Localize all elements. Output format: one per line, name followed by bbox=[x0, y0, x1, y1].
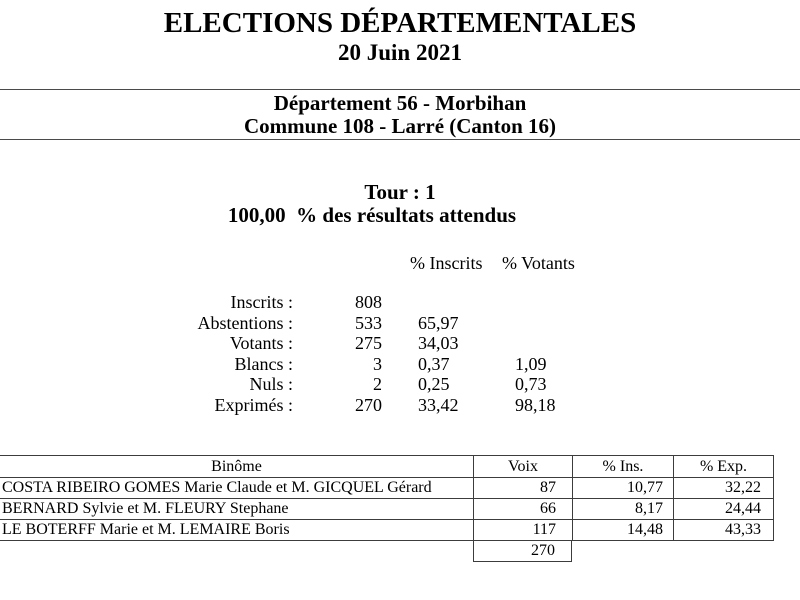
pct-inscrits-column-header: % Inscrits bbox=[410, 253, 483, 273]
binome-name: COSTA RIBEIRO GOMES Marie Claude et M. GICQUEL Gérard bbox=[2, 479, 432, 496]
participation-row-votants bbox=[0, 333, 800, 354]
stat-pct-votants: 0,73 bbox=[515, 374, 547, 394]
stat-value: 275 bbox=[355, 333, 382, 353]
col-header-voix: Voix bbox=[473, 456, 572, 477]
department-line: Département 56 - Morbihan bbox=[273, 91, 527, 115]
stat-pct-inscrits: 0,25 bbox=[418, 374, 450, 394]
voix-value: 66 bbox=[473, 499, 572, 519]
total-voix-cell: 270 bbox=[473, 541, 572, 562]
stat-pct-inscrits: 0,37 bbox=[418, 354, 450, 374]
col-header-binome: Binôme bbox=[211, 458, 262, 475]
table-row bbox=[0, 520, 774, 541]
participation-row-exprimes bbox=[0, 395, 800, 416]
stat-pct-inscrits: 34,03 bbox=[418, 333, 459, 353]
total-row-spacer bbox=[0, 541, 473, 562]
pct-exp-value: 43,33 bbox=[673, 520, 774, 540]
col-header-pct-ins: % Ins. bbox=[572, 456, 673, 477]
stat-pct-votants: 98,18 bbox=[515, 395, 556, 415]
pct-exp-value: 32,22 bbox=[673, 478, 774, 498]
report-title: ELECTIONS DÉPARTEMENTALES bbox=[163, 7, 637, 39]
participation-row-blancs bbox=[0, 354, 800, 375]
voix-value: 117 bbox=[473, 520, 572, 540]
pct-exp-value: 24,44 bbox=[673, 499, 774, 519]
participation-row-nuls bbox=[0, 374, 800, 395]
binome-name: LE BOTERFF Marie et M. LEMAIRE Boris bbox=[2, 521, 290, 538]
stat-label: Abstentions : bbox=[197, 313, 293, 333]
location-band bbox=[0, 89, 800, 140]
stat-value: 3 bbox=[373, 354, 382, 374]
stat-value: 2 bbox=[373, 374, 382, 394]
results-table-header-row bbox=[0, 455, 774, 478]
results-progress-line: 100,00 % des résultats attendus bbox=[227, 203, 517, 227]
stat-pct-votants: 1,09 bbox=[515, 354, 547, 374]
tour-round-line: Tour : 1 bbox=[364, 180, 436, 204]
stat-value: 270 bbox=[355, 395, 382, 415]
results-total-row bbox=[0, 541, 774, 562]
binome-name: BERNARD Sylvie et M. FLEURY Stephane bbox=[2, 500, 289, 517]
table-row bbox=[0, 478, 774, 499]
stat-label: Votants : bbox=[229, 333, 293, 353]
pct-ins-value: 14,48 bbox=[572, 520, 673, 540]
report-date: 20 Juin 2021 bbox=[338, 40, 462, 65]
stat-value: 808 bbox=[355, 292, 382, 312]
commune-line: Commune 108 - Larré (Canton 16) bbox=[243, 114, 557, 138]
stat-label: Blancs : bbox=[234, 354, 293, 374]
voix-value: 87 bbox=[473, 478, 572, 498]
pct-votants-column-header: % Votants bbox=[502, 253, 575, 273]
table-row bbox=[0, 499, 774, 520]
stat-pct-inscrits: 65,97 bbox=[418, 313, 459, 333]
participation-row-inscrits bbox=[0, 292, 800, 313]
participation-row-abstentions bbox=[0, 313, 800, 334]
pct-ins-value: 10,77 bbox=[572, 478, 673, 498]
pct-ins-value: 8,17 bbox=[572, 499, 673, 519]
col-header-pct-exp: % Exp. bbox=[673, 456, 774, 477]
stat-value: 533 bbox=[355, 313, 382, 333]
stat-label: Nuls : bbox=[249, 374, 293, 394]
stat-label: Exprimés : bbox=[214, 395, 293, 415]
stat-label: Inscrits : bbox=[230, 292, 293, 312]
stat-pct-inscrits: 33,42 bbox=[418, 395, 459, 415]
results-table bbox=[0, 455, 774, 562]
